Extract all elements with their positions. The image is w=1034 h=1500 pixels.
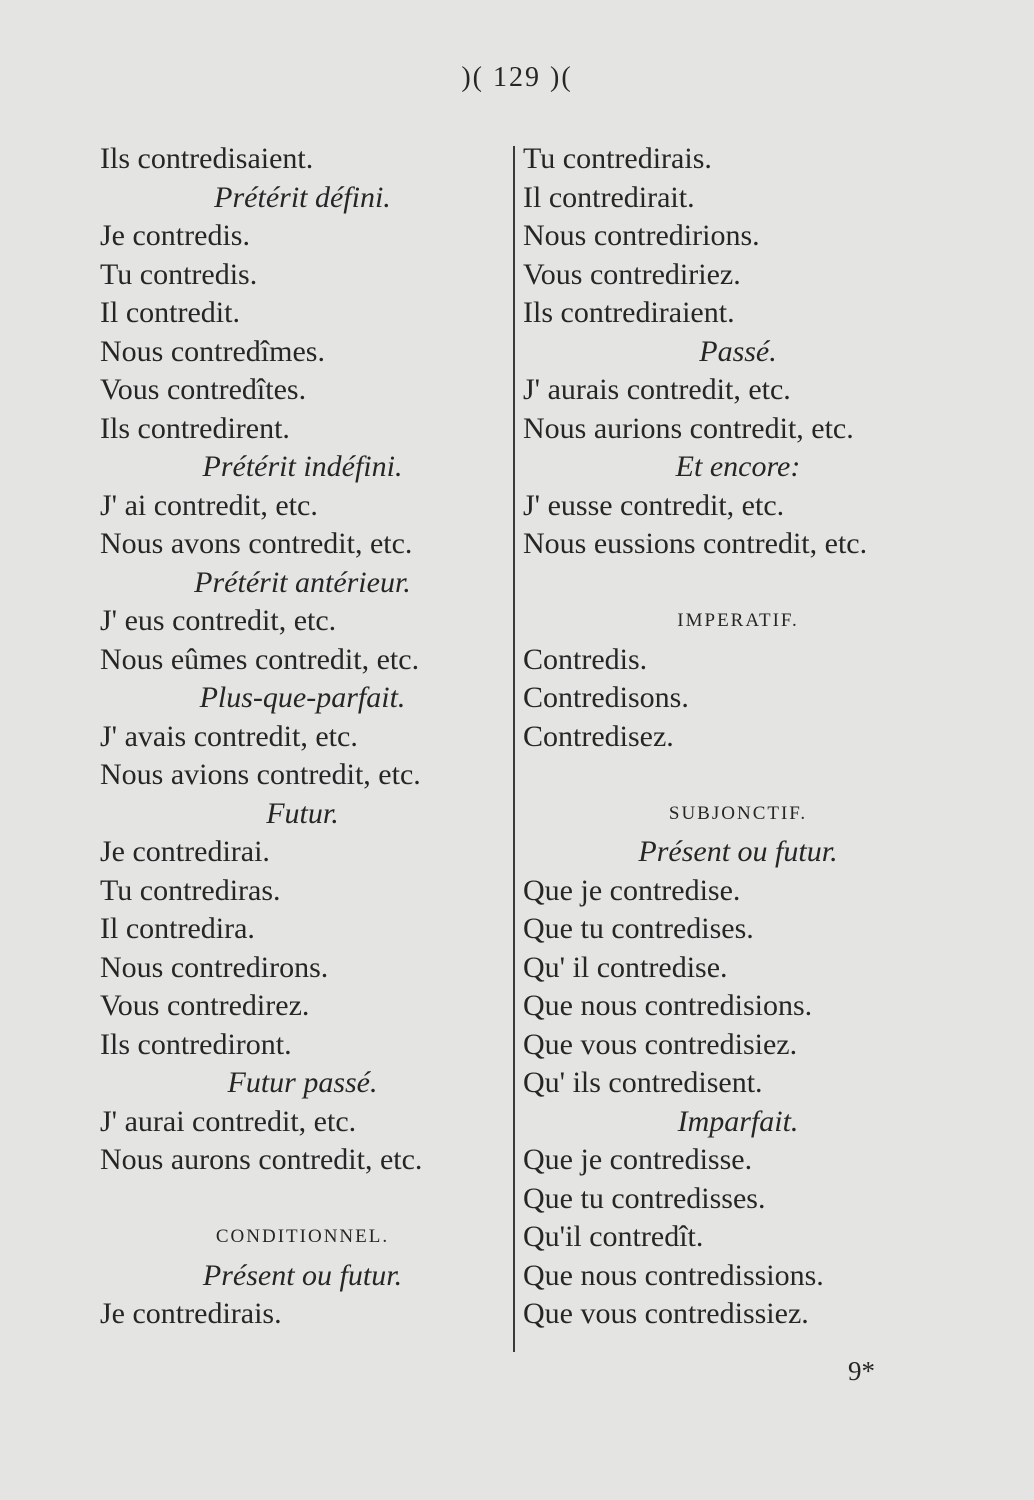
conjugation-line: Contredisons.	[523, 681, 689, 714]
conjugation-line: Je contredis.	[100, 219, 250, 252]
conjugation-line: Il contredit.	[100, 296, 240, 329]
tense-heading: Et encore:	[675, 450, 801, 483]
conjugation-line: Nous eûmes contredit, etc.	[100, 642, 420, 676]
conjugation-line: Qu' ils contredisent.	[523, 1066, 763, 1099]
conjugation-line: J' ai contredit, etc.	[100, 488, 318, 522]
conjugation-line: Tu contredis.	[100, 257, 258, 291]
conjugation-line: J' eusse contredit, etc.	[523, 488, 785, 522]
conjugation-line: Ils contrediront.	[100, 1027, 292, 1061]
tense-heading: Futur passé.	[227, 1066, 378, 1099]
conjugation-line: Que nous contredisions.	[523, 989, 813, 1022]
conjugation-line: Que je contredisse.	[523, 1143, 753, 1176]
conjugation-line: J' avais contredit, etc.	[100, 719, 358, 753]
conjugation-line: Il contredira.	[100, 912, 255, 945]
mood-heading: IMPERATIF.	[677, 610, 799, 631]
conjugation-line: Contredis.	[523, 642, 648, 676]
tense-heading: Prétérit défini.	[214, 180, 391, 214]
blank-line	[100, 1180, 505, 1219]
right-column	[523, 140, 953, 1334]
mood-heading: SUBJONCTIF.	[668, 802, 808, 824]
tense-heading: Prétérit indéfini.	[202, 450, 403, 483]
conjugation-line: Nous aurions contredit, etc.	[523, 411, 854, 445]
conjugation-line: Que nous contredissions.	[523, 1258, 824, 1292]
conjugation-line: Ils contrediraient.	[523, 296, 735, 329]
left-column	[100, 140, 505, 1334]
conjugation-line: Que vous contredissiez.	[523, 1297, 809, 1330]
conjugation-line: Nous eussions contredit, etc.	[523, 527, 868, 560]
conjugation-line: Qu'il contredît.	[523, 1220, 704, 1253]
mood-heading: CONDITIONNEL.	[215, 1226, 390, 1247]
tense-heading: Imparfait.	[677, 1104, 799, 1138]
conjugation-line: J' eus contredit, etc.	[100, 604, 337, 637]
conjugation-line: Qu' il contredise.	[523, 950, 728, 984]
conjugation-line: J' aurais contredit, etc.	[523, 373, 791, 406]
conjugation-line: Que tu contredisses.	[523, 1181, 766, 1215]
tense-heading: Futur.	[266, 796, 339, 830]
conjugation-line: Nous contredîmes.	[100, 334, 325, 368]
conjugation-line: Ils contredirent.	[100, 411, 290, 445]
conjugation-line: Vous contredirez.	[100, 989, 310, 1022]
conjugation-line: Que vous contredisiez.	[523, 1027, 798, 1061]
column-divider	[513, 146, 515, 1352]
conjugation-line: Nous aurons contredit, etc.	[100, 1143, 423, 1176]
conjugation-line: Vous contredîtes.	[100, 373, 307, 406]
conjugation-line: Que je contredise.	[523, 873, 741, 907]
conjugation-line: J' aurai contredit, etc.	[100, 1104, 357, 1138]
signature-mark: 9*	[848, 1356, 875, 1386]
conjugation-line: Tu contrediras.	[100, 873, 281, 907]
tense-heading: Prétérit antérieur.	[194, 565, 411, 599]
conjugation-line: Vous contrediriez.	[523, 257, 741, 291]
conjugation-line: Je contredirai.	[100, 835, 270, 868]
conjugation-line: Contredisez.	[523, 719, 674, 753]
page-number: )( 129 )(	[461, 62, 573, 93]
conjugation-line: Nous contredirions.	[523, 219, 760, 252]
conjugation-line: Tu contredirais.	[523, 142, 712, 175]
tense-heading: Présent ou futur.	[638, 835, 838, 868]
tense-heading: Passé.	[699, 334, 777, 368]
tense-heading: Plus-que-parfait.	[199, 681, 406, 714]
conjugation-line: Que tu contredises.	[523, 912, 754, 945]
conjugation-line: Nous avons contredit, etc.	[100, 527, 413, 560]
blank-line	[523, 564, 953, 603]
conjugation-line: Je contredirais.	[100, 1297, 282, 1330]
conjugation-line: Ils contredisaient.	[100, 142, 314, 175]
blank-line	[523, 756, 953, 795]
conjugation-line: Nous contredirons.	[100, 950, 329, 984]
conjugation-line: Nous avions contredit, etc.	[100, 758, 421, 791]
conjugation-line: Il contredirait.	[523, 180, 695, 214]
tense-heading: Présent ou futur.	[202, 1258, 403, 1292]
